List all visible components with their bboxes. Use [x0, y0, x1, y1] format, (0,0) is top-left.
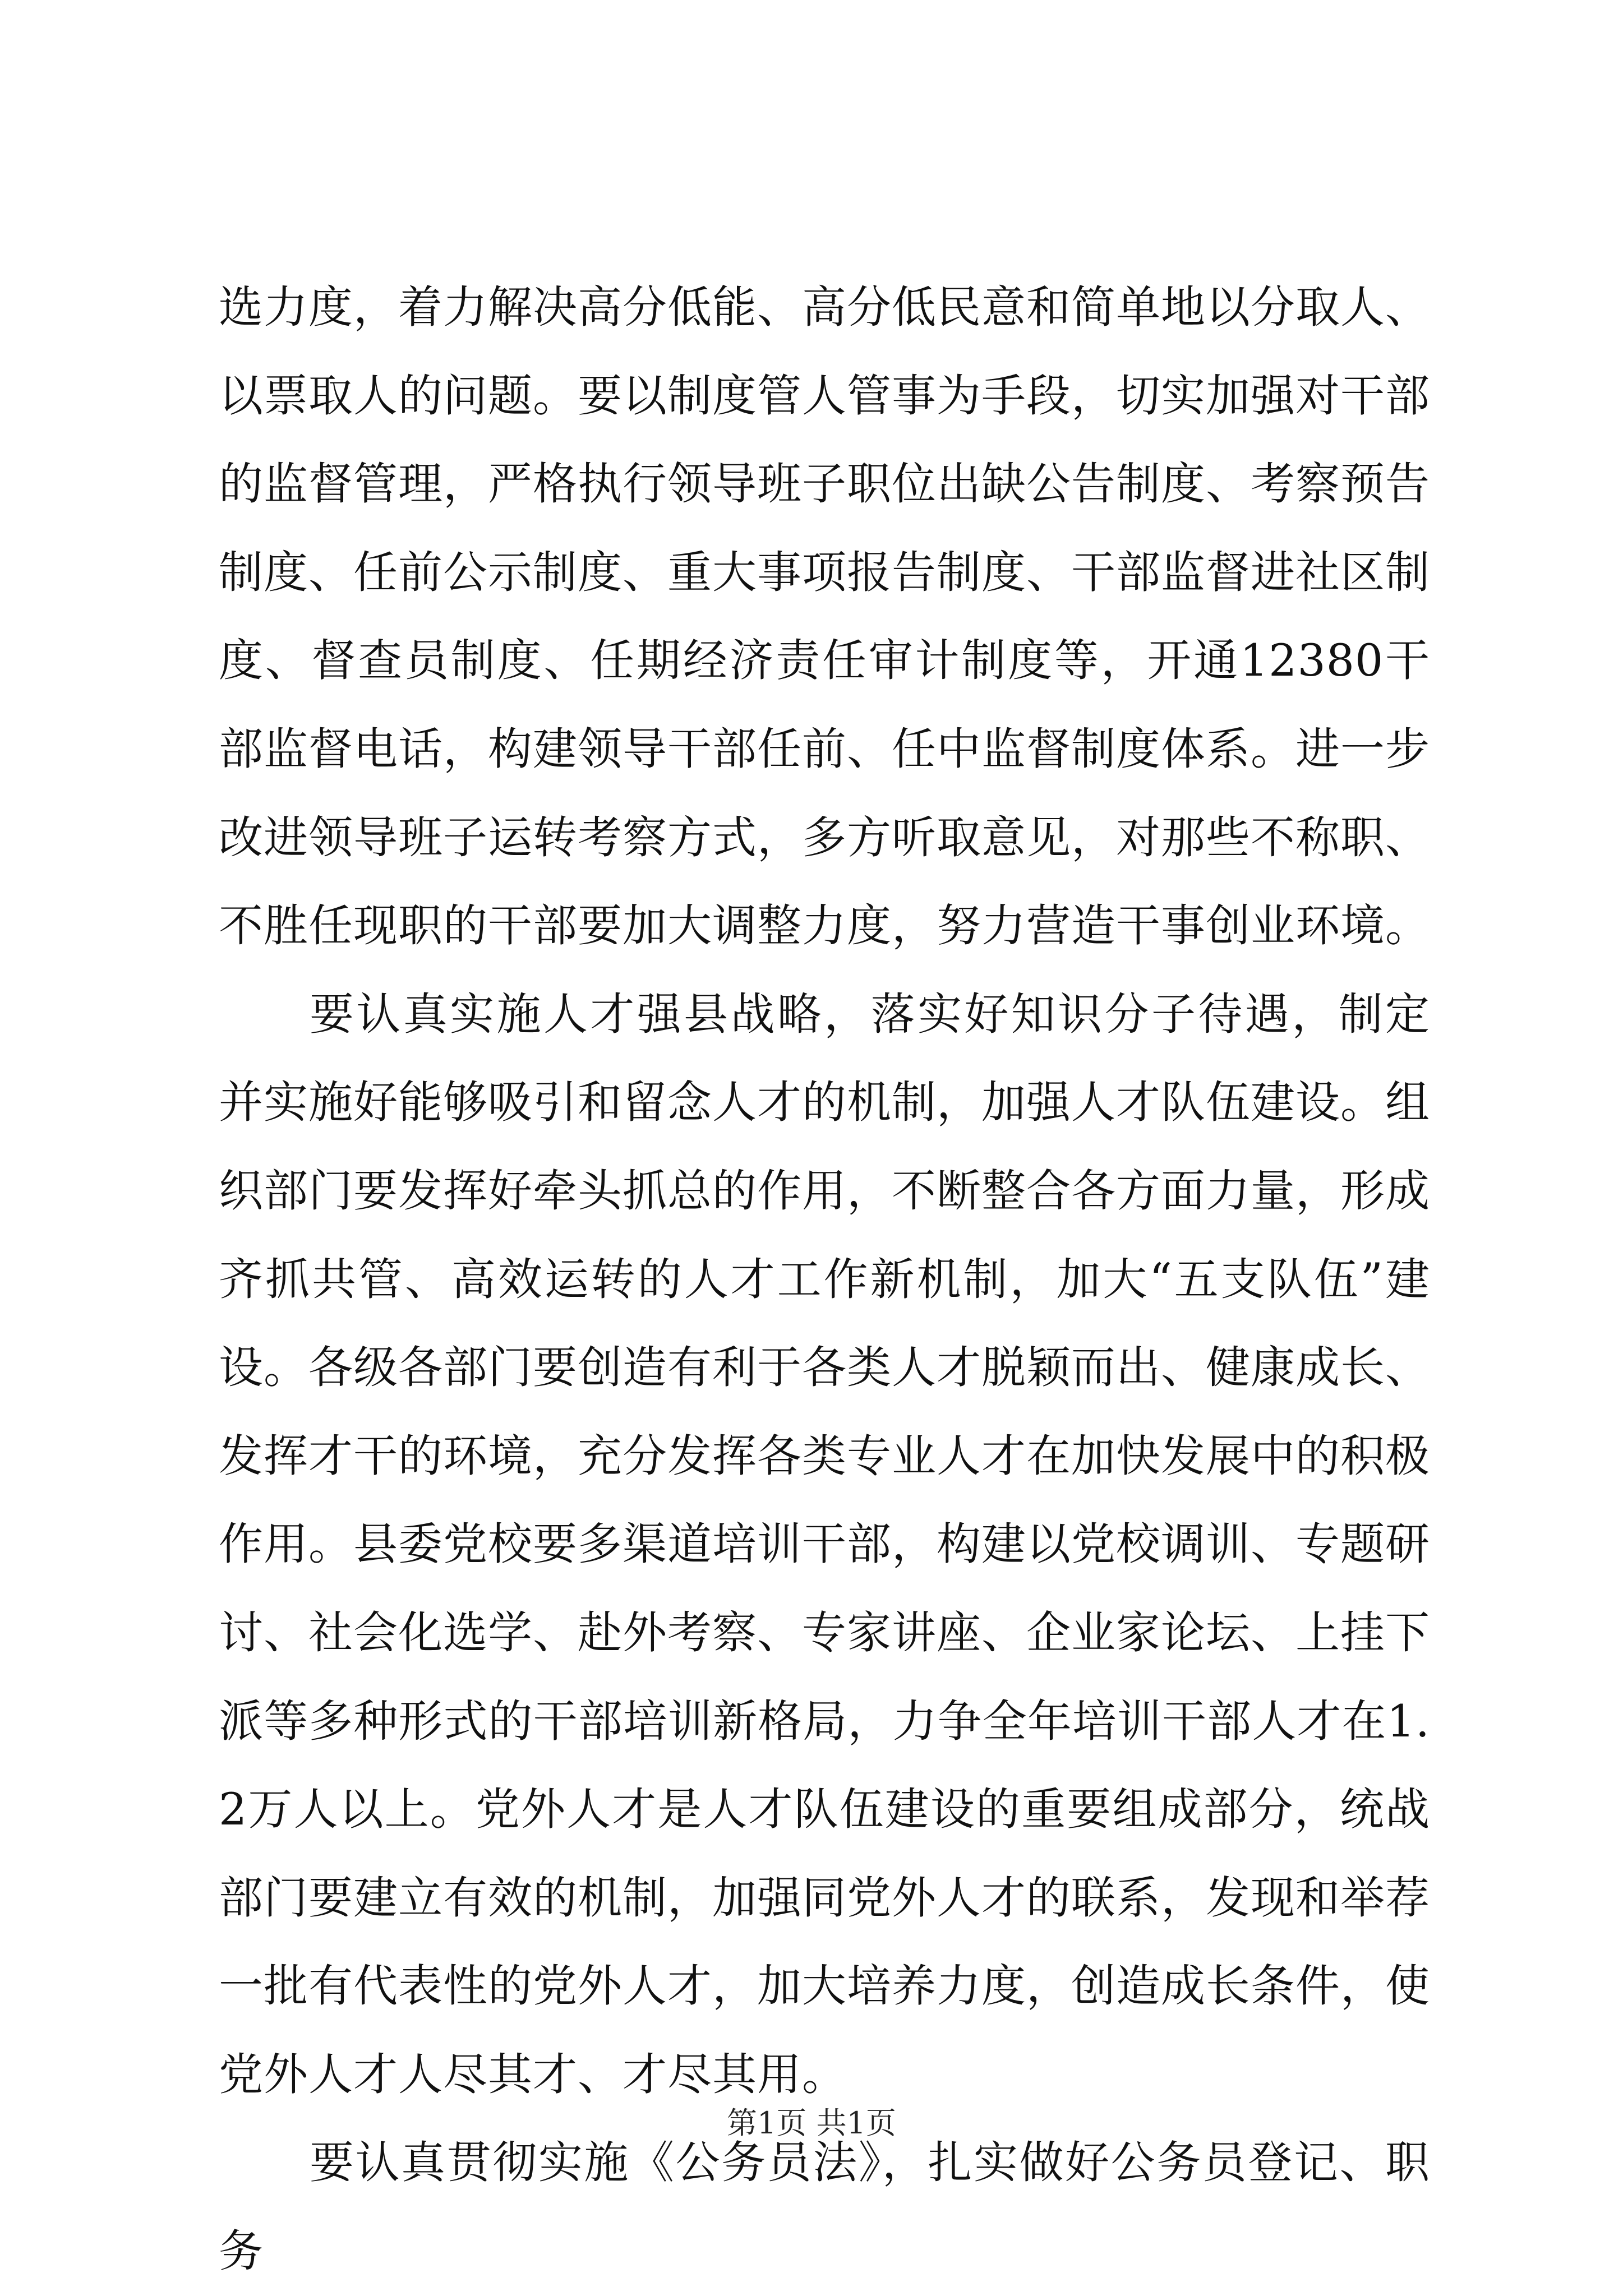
page-footer: 第1页 共1页 — [727, 2105, 896, 2141]
paragraph-2: 要认真实施人才强县战略，落实好知识分子待遇，制定并实施好能够吸引和留念人才的机制，加强人才队伍建设。组织部门要发挥好牵头抓总的作用，不断整合各方面力量，形成齐抓共管、高效运转的人才工作新机制，加大“五支队伍”建设。各级各部门要创造有利于各类人才脱颖而出、健康成长、发挥才干的环境，充分发挥各类专业人才在加快发展中的积极作用。县委党校要多渠道培训干部，构建以党校调训、专题研讨、社会化选学、赴外考察、专家讲座、企业家论坛、上挂下派等多种形式的干部培训新格局，力争全年培训干部人才在1.2万人以上。党外人才是人才队伍建设的重要组成部分，统战部门要建立有效的机制，加强同党外人才的联系，发现和举荐一批有代表性的党外人才，加大培养力度，创造成长条件，使党外人才人尽其才、才尽其用。 — [219, 988, 1430, 2100]
document-body — [219, 264, 1430, 2296]
paragraph-1: 选力度，着力解决高分低能、高分低民意和简单地以分取人、以票取人的问题。要以制度管人管事为手段，切实加强对干部的监督管理，严格执行领导班子职位出缺公告制度、考察预告制度、任前公示制度、重大事项报告制度、干部监督进社区制度、督查员制度、任期经济责任审计制度等，开通12380干部监督电话，构建领导干部任前、任中监督制度体系。进一步改进领导班子运转考察方式，多方听取意见，对那些不称职、不胜任现职的干部要加大调整力度，努力营造干事创业环境。 — [219, 281, 1430, 952]
paragraph-3: 要认真贯彻实施《公务员法》，扎实做好公务员登记、职务 — [219, 2137, 1430, 2277]
